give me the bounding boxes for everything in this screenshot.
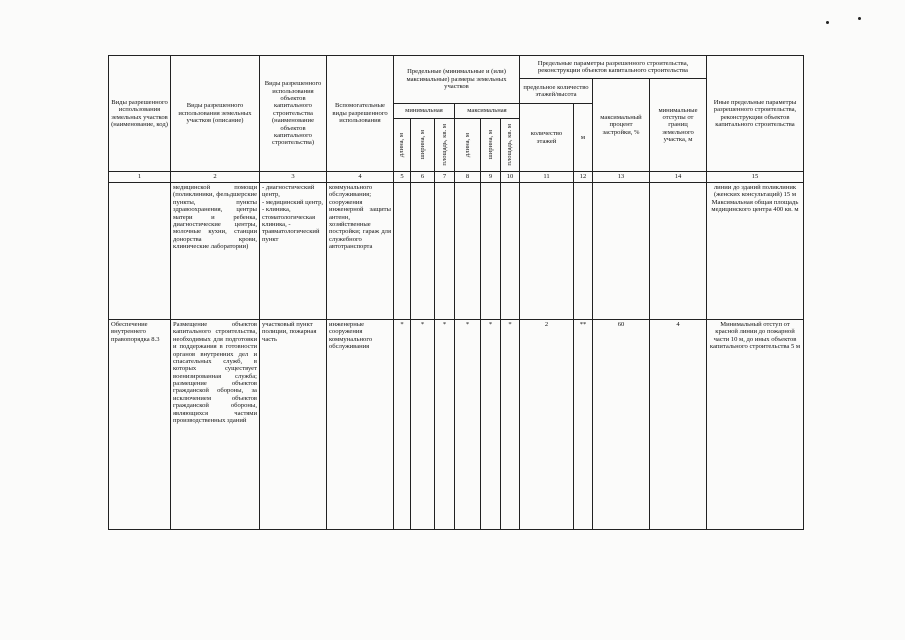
row1-max-area bbox=[501, 183, 520, 320]
column-number: 11 bbox=[520, 172, 574, 183]
row2-auxiliary-use: инженерные сооружения коммунального обслуживания bbox=[327, 320, 394, 530]
scan-speck-2 bbox=[858, 17, 861, 20]
row1-min-length bbox=[394, 183, 411, 320]
header-max-area: площадь, кв. м bbox=[501, 119, 520, 172]
column-number: 10 bbox=[501, 172, 520, 183]
header-min-width: ширина, м bbox=[411, 119, 435, 172]
row2-description: Размещение объектов капитального строительства, необходимых для подготовки и поддержания в готовности органов внутренних дел и спасательных служб, в которых существует военизированная служба; размещение объектов гражданской обороны, за исключением объектов гражданской обороны, являющихся частями производственных зданий bbox=[171, 320, 260, 530]
row2-max-width: * bbox=[481, 320, 501, 530]
header-floors-height: предельное количество этажей/высота bbox=[520, 79, 593, 104]
row1-min-area bbox=[435, 183, 455, 320]
header-land-use-type: Виды разрешенного использования земельных участков (наименование, код) bbox=[109, 56, 171, 172]
table-row bbox=[109, 320, 804, 530]
row1-building-types: - диагностический центр, - медицинский центр, - клиника, стоматологическая клиника, - травматологический пункт bbox=[260, 183, 327, 320]
header-other-parameters: Иные предельные параметры разрешенного строительства, реконструкции объектов капитального строительства bbox=[707, 56, 804, 172]
scan-speck-1 bbox=[826, 21, 829, 24]
column-number: 7 bbox=[435, 172, 455, 183]
header-min-area: площадь, кв. м bbox=[435, 119, 455, 172]
row1-build-percent bbox=[593, 183, 650, 320]
row2-floors: 2 bbox=[520, 320, 574, 530]
row2-building-types: участковый пункт полиции, пожарная часть bbox=[260, 320, 327, 530]
land-use-regulations-table bbox=[108, 55, 804, 530]
column-number: 14 bbox=[650, 172, 707, 183]
row1-auxiliary-use: коммунального обслуживания; сооружения инженерной защиты антенн, хозяйственные постройки; гараж для служебного автотранспорта bbox=[327, 183, 394, 320]
column-numbers-row bbox=[109, 172, 804, 183]
row2-min-length: * bbox=[394, 320, 411, 530]
header-building-use-type: Виды разрешенного использования объектов капитального строительства (наименование объектов капитального строительства) bbox=[260, 56, 327, 172]
header-land-use-description: Виды разрешенного использования земельных участков (описание) bbox=[171, 56, 260, 172]
header-max-length: длина, м bbox=[455, 119, 481, 172]
row2-min-area: * bbox=[435, 320, 455, 530]
header-minimum: минимальная bbox=[394, 104, 455, 119]
header-plot-size-limits: Предельные (минимальные и (или) максимальные) размеры земельных участков bbox=[394, 56, 520, 104]
column-number: 1 bbox=[109, 172, 171, 183]
row2-max-area: * bbox=[501, 320, 520, 530]
row1-max-width bbox=[481, 183, 501, 320]
column-number: 9 bbox=[481, 172, 501, 183]
row2-height: ** bbox=[574, 320, 593, 530]
header-max-build-percent: максимальный процент застройки, % bbox=[593, 79, 650, 172]
header-maximum: максимальная bbox=[455, 104, 520, 119]
header-min-length: длина, м bbox=[394, 119, 411, 172]
header-min-setback: минимальные отступы от границ земельного участка, м bbox=[650, 79, 707, 172]
column-number: 4 bbox=[327, 172, 394, 183]
column-number: 5 bbox=[394, 172, 411, 183]
row1-min-width bbox=[411, 183, 435, 320]
column-number: 8 bbox=[455, 172, 481, 183]
row2-build-percent: 60 bbox=[593, 320, 650, 530]
row2-other-parameters: Минимальный отступ от красной линии до пожарной части 10 м, до иных объектов капитального строительства 5 м bbox=[707, 320, 804, 530]
table-row bbox=[109, 183, 804, 320]
row2-min-width: * bbox=[411, 320, 435, 530]
row2-max-length: * bbox=[455, 320, 481, 530]
header-max-width: ширина, м bbox=[481, 119, 501, 172]
row1-floors bbox=[520, 183, 574, 320]
column-number: 6 bbox=[411, 172, 435, 183]
column-number: 2 bbox=[171, 172, 260, 183]
column-number: 12 bbox=[574, 172, 593, 183]
row1-other-parameters: линии до зданий поликлиник (женских консультаций) 15 м Максимальная общая площадь медицинского центра 400 кв. м bbox=[707, 183, 804, 320]
row1-land-use-type bbox=[109, 183, 171, 320]
column-number: 15 bbox=[707, 172, 804, 183]
column-number: 13 bbox=[593, 172, 650, 183]
header-auxiliary-use: Вспомогательные виды разрешенного использования bbox=[327, 56, 394, 172]
column-number: 3 bbox=[260, 172, 327, 183]
header-floor-count: количество этажей bbox=[520, 104, 574, 172]
row2-setback: 4 bbox=[650, 320, 707, 530]
row2-land-use-type: Обеспечение внутреннего правопорядка 8.3 bbox=[109, 320, 171, 530]
header-building-parameters: Предельные параметры разрешенного строительства, реконструкции объектов капитального строительства bbox=[520, 56, 707, 79]
header-height-m: м bbox=[574, 104, 593, 172]
row1-height bbox=[574, 183, 593, 320]
row1-max-length bbox=[455, 183, 481, 320]
row1-description: медицинской помощи (поликлиники, фельдшерские пункты, пункты здравоохранения, центры матери и ребенка, диагностические центры, молочные кухни, станции донорства крови, клинические лаборатории) bbox=[171, 183, 260, 320]
row1-setback bbox=[650, 183, 707, 320]
